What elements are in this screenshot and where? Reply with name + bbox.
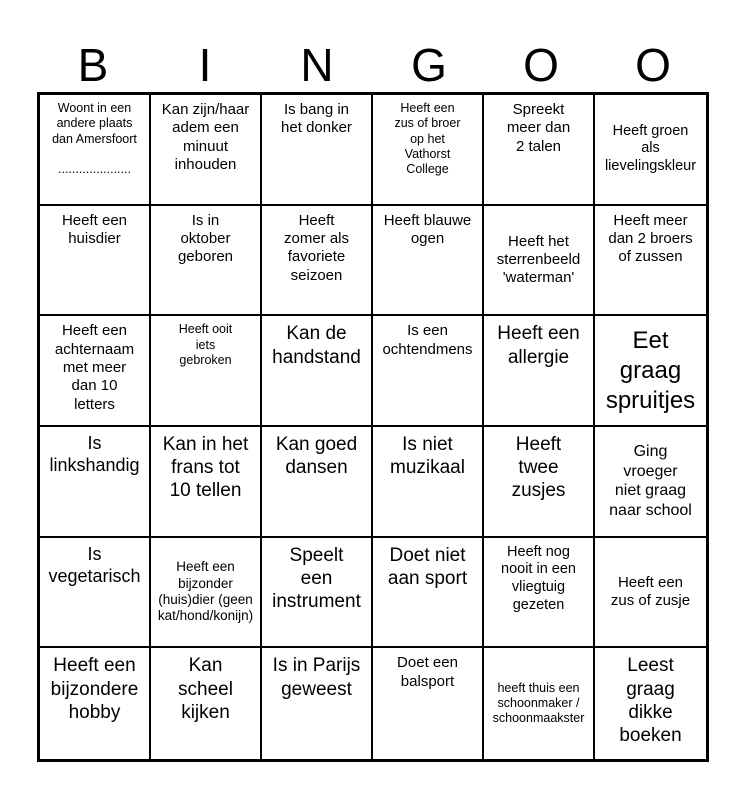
header-letter-n: N [300, 39, 334, 91]
bingo-cell[interactable] [484, 538, 595, 649]
bingo-cell[interactable] [373, 538, 484, 649]
bingo-cell[interactable] [262, 538, 373, 649]
bingo-cell[interactable] [40, 316, 151, 427]
cell-text: heeft thuis een schoonmaker / schoonmaakster [492, 680, 585, 726]
bingo-cell[interactable] [484, 206, 595, 317]
header-letter-i: I [198, 39, 212, 91]
cell-text: Eet graag spruitjes [605, 326, 696, 414]
bingo-cell[interactable] [595, 427, 706, 538]
bingo-cell[interactable] [151, 648, 262, 759]
cell-text: Kan zijn/haar adem een minuut inhouden [161, 101, 250, 173]
cell-text: Heeft het sterrenbeeld 'waterman' [496, 232, 581, 287]
bingo-cell[interactable] [262, 95, 373, 206]
cell-text: Heeft nog nooit in een vliegtuig gezeten [501, 543, 576, 613]
bingo-cell[interactable] [484, 95, 595, 206]
bingo-cell[interactable] [262, 427, 373, 538]
bingo-cell[interactable] [595, 95, 706, 206]
bingo-cell[interactable] [40, 538, 151, 649]
cell-text: Kan in het frans tot 10 tellen [162, 433, 249, 502]
cell-text: Spreekt meer dan 2 talen [506, 101, 571, 155]
bingo-cell[interactable] [484, 648, 595, 759]
cell-text: Heeft een achternaam met meer dan 10 letters [54, 322, 135, 413]
cell-text: Is in Parijs geweest [272, 655, 361, 700]
cell-text: Kan scheel kijken [178, 655, 233, 723]
cell-text: Heeft een zus of zusje [610, 573, 691, 609]
cell-text: Heeft ooit iets gebroken [178, 322, 233, 367]
bingo-header [37, 38, 709, 92]
cell-text: Heeft meer dan 2 broers of zussen [608, 211, 693, 266]
bingo-cell[interactable] [40, 95, 151, 206]
cell-text: Heeft een huisdier [61, 211, 128, 247]
cell-text: Heeft twee zusjes [511, 433, 566, 502]
cell-text: Kan goed dansen [275, 433, 358, 479]
bingo-cell[interactable] [151, 538, 262, 649]
cell-text: Heeft zomer als favoriete seizoen [283, 211, 350, 284]
bingo-cell[interactable] [373, 206, 484, 317]
cell-text: Is linkshandig [49, 432, 140, 475]
cell-text: Is vegetarisch [48, 543, 141, 586]
bingo-cell[interactable] [595, 206, 706, 317]
cell-text: Heeft groen als lievelingskleur [604, 122, 697, 175]
cell-text: Leest graag dikke boeken [619, 655, 682, 746]
cell-text: Doet niet aan sport [387, 544, 468, 589]
cell-text: Heeft een allergie [497, 323, 580, 368]
bingo-cell[interactable] [595, 316, 706, 427]
bingo-cell[interactable] [40, 648, 151, 759]
bingo-cell[interactable] [151, 95, 262, 206]
bingo-cell[interactable] [40, 427, 151, 538]
bingo-cell[interactable] [262, 206, 373, 317]
cell-text: Kan de handstand [272, 323, 361, 368]
bingo-cell[interactable] [484, 427, 595, 538]
bingo-cell[interactable] [262, 316, 373, 427]
cell-text: Is in oktober geboren [177, 211, 234, 266]
bingo-cell[interactable] [373, 427, 484, 538]
header-letter-b: B [77, 39, 109, 91]
cell-text: Heeft een zus of broer op het Vathorst College [394, 101, 461, 176]
header-letter-o1: O [523, 39, 559, 91]
bingo-cell[interactable] [373, 316, 484, 427]
bingo-cell[interactable] [151, 316, 262, 427]
header-letter-o2: O [635, 39, 671, 91]
header-letter-g: G [411, 39, 447, 91]
cell-text: Speelt een instrument [272, 544, 361, 612]
cell-text: Doet een balsport [397, 654, 458, 690]
bingo-cell[interactable] [151, 206, 262, 317]
bingo-cell[interactable] [262, 648, 373, 759]
bingo-cell[interactable] [595, 648, 706, 759]
cell-text: Heeft blauwe ogen [383, 211, 472, 247]
cell-text: Is een ochtendmens [382, 322, 473, 358]
bingo-cell[interactable] [373, 95, 484, 206]
bingo-board [37, 92, 709, 762]
cell-text: Is niet muzikaal [390, 433, 465, 479]
bingo-cell[interactable] [595, 538, 706, 649]
cell-text: Heeft een bijzonder (huis)dier (geen kat/hond/konijn) [157, 559, 254, 624]
bingo-cell[interactable] [484, 316, 595, 427]
bingo-cell[interactable] [40, 206, 151, 317]
cell-text: Ging vroeger niet graag naar school [609, 443, 692, 519]
cell-text: Woont in een andere plaats dan Amersfoort ..................... [52, 101, 137, 176]
cell-text: Heeft een bijzondere hobby [50, 655, 139, 723]
bingo-cell[interactable] [373, 648, 484, 759]
bingo-cell[interactable] [151, 427, 262, 538]
cell-text: Is bang in het donker [281, 101, 352, 137]
